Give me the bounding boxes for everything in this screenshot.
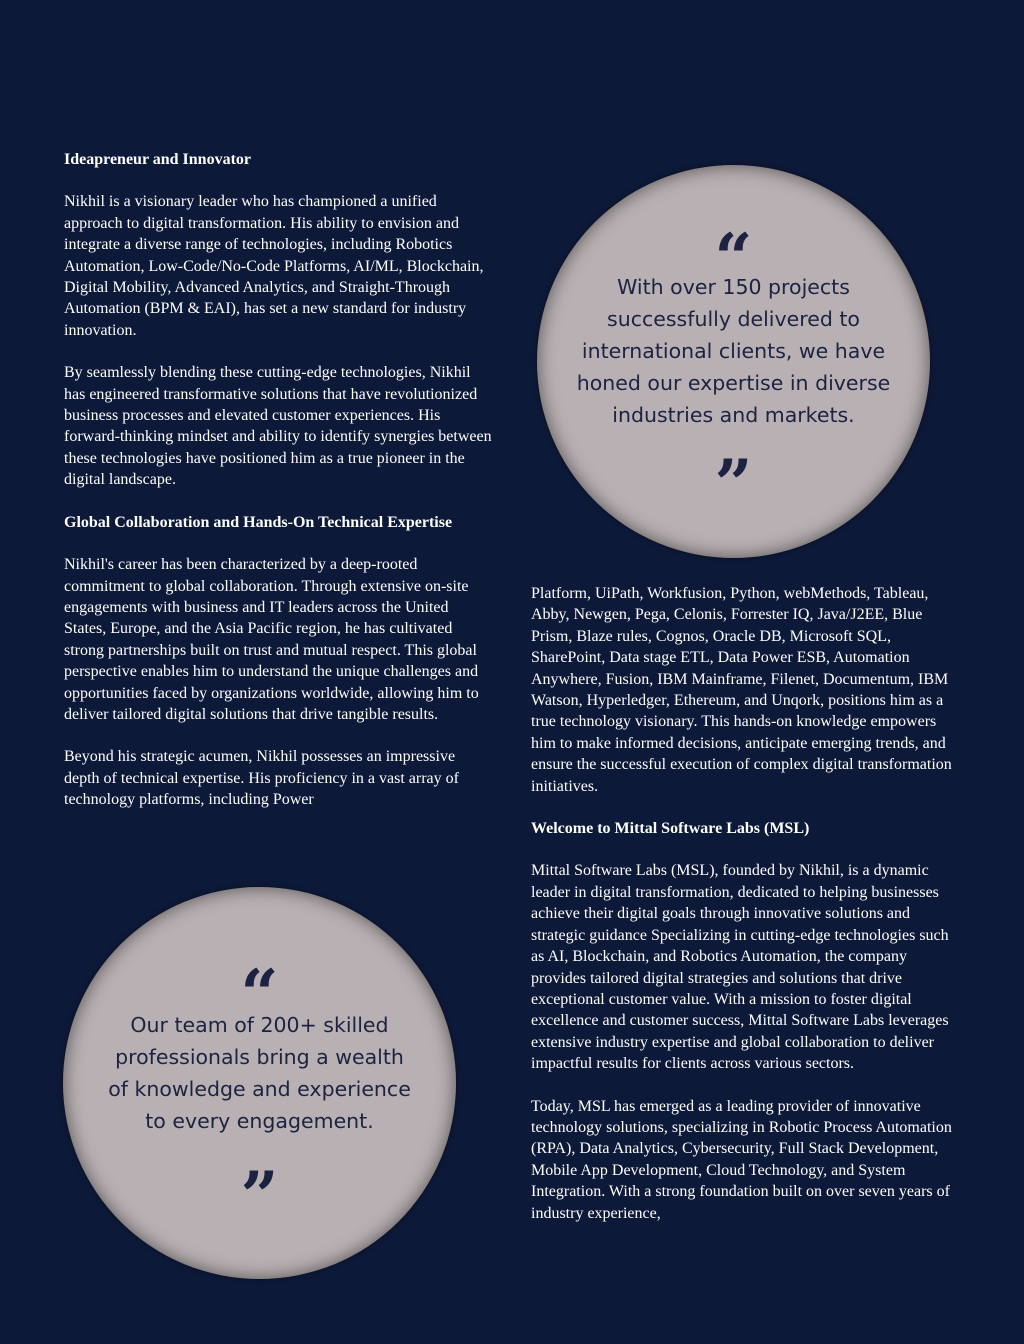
open-quote-icon: “ bbox=[240, 955, 279, 1033]
paragraph: Nikhil is a visionary leader who has championed a unified approach to digital transformation. His ability to envision and integrate a diverse range of technologies, including Robotics Automation, Low-Code/No-Code Platforms, AI/ML, Blockchain, Digital Mobility, Advanced Analytics, and Straight-Through Automation (BPM & EAI), has set a new standard for industry innovation. bbox=[64, 193, 484, 339]
paragraph: Nikhil's career has been characterized by a deep-rooted commitment to global collaboration. Through extensive on-site engagements with business and IT leaders across the United States, Europe, and the Asia Pacific region, he has cultivated strong partnerships built on trust and mutual respect. This global perspective enables him to understand the unique challenges and opportunities faced by organizations worldwide, allowing him to deliver tailored digital solutions that drive tangible results. bbox=[64, 556, 479, 723]
section-heading-global-collaboration: Global Collaboration and Hands-On Technical Expertise bbox=[64, 513, 453, 531]
quote-circle-projects bbox=[537, 165, 930, 558]
paragraph: Mittal Software Labs (MSL), founded by Nikhil, is a dynamic leader in digital transformation, dedicated to helping businesses achieve their digital goals through innovative solutions and strategic guidance Specializing in cutting-edge technologies such as AI, Blockchain, and Robotics Automation, the company provides tailored digital strategies and solutions that drive exceptional customer value. With a mission to foster digital excellence and customer success, Mittal Software Labs leverages extensive industry expertise and global collaboration to deliver impactful results for clients across various sectors. bbox=[531, 862, 949, 1073]
left-text-column bbox=[64, 149, 492, 832]
paragraph: Today, MSL has emerged as a leading provider of innovative technology solutions, specializing in Robotic Process Automation (RPA), Data Analytics, Cybersecurity, Full Stack Development, Mobile App Development, Cloud Technology, and System Integration. With a strong foundation built on over seven years of industry experience, bbox=[531, 1097, 952, 1222]
section-heading-msl: Welcome to Mittal Software Labs (MSL) bbox=[531, 820, 810, 838]
paragraph: Platform, UiPath, Workfusion, Python, webMethods, Tableau, Abby, Newgen, Pega, Celonis, Forrester IQ, Java/J2EE, Blue Prism, Blaze rules, Cognos, Oracle DB, Microsoft SQL, SharePoint, Data stage ETL, Data Power ESB, Automation Anywhere, Fusion, IBM Mainframe, Filenet, Documentum, IBM Watson, Hyperledger, Ethereum, and Unqork, positions him as a true technology visionary. This hands-on knowledge empowers him to make informed decisions, anticipate emerging trends, and ensure the successful execution of complex digital transformation initiatives. bbox=[531, 585, 952, 795]
quote-circle-team bbox=[63, 887, 456, 1279]
paragraph: By seamlessly blending these cutting-edge technologies, Nikhil has engineered transformative solutions that have revolutionized business processes and elevated customer experiences. His forward-thinking mindset and ability to identify synergies between these technologies have positioned him as a true pioneer in the digital landscape. bbox=[64, 364, 492, 489]
section-heading-ideapreneur: Ideapreneur and Innovator bbox=[64, 151, 251, 168]
open-quote-icon: “ bbox=[714, 219, 753, 297]
close-quote-icon: ” bbox=[240, 1157, 279, 1235]
close-quote-icon: ” bbox=[714, 445, 753, 523]
quote-text: With over 150 projects successfully delivered to international clients, we have honed our expertise in diverse industries and markets. bbox=[576, 275, 891, 427]
paragraph: Beyond his strategic acumen, Nikhil possesses an impressive depth of technical expertise. His proficiency in a vast array of technology platforms, including Power bbox=[64, 748, 459, 809]
quote-text: Our team of 200+ skilled professionals bring a wealth of knowledge and experience to every engagement. bbox=[108, 1013, 411, 1133]
right-text-column bbox=[531, 583, 963, 1245]
